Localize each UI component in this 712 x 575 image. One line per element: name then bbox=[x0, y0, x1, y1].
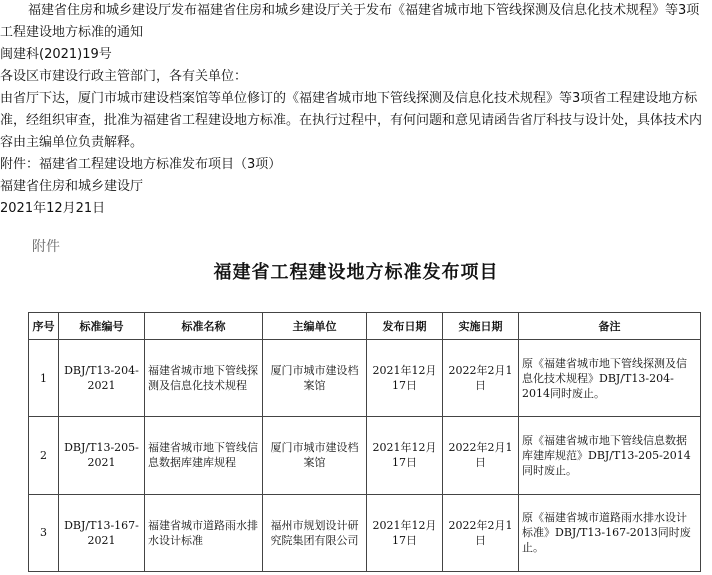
standards-table bbox=[28, 312, 701, 572]
cell-index: 3 bbox=[29, 494, 59, 571]
header-publish-date: 发布日期 bbox=[367, 313, 443, 340]
cell-remarks: 原《福建省城市地下管线信息数据库建库规范》DBJ/T13-205-2014同时废止。 bbox=[519, 417, 701, 494]
header-effective-date: 实施日期 bbox=[443, 313, 519, 340]
attachment-line: 附件：福建省工程建设地方标准发布项目（3项） bbox=[0, 157, 282, 172]
doc-number: 闽建科(2021)19号 bbox=[0, 47, 112, 62]
cell-name: 福建省城市地下管线信息数据库建库规程 bbox=[145, 417, 263, 494]
notice-text bbox=[0, 0, 712, 220]
cell-code: DBJ/T13-205-2021 bbox=[59, 417, 145, 494]
cell-effective-date: 2022年2月1日 bbox=[443, 494, 519, 571]
cell-code: DBJ/T13-204-2021 bbox=[59, 340, 145, 417]
attachment-label: 附件 bbox=[32, 239, 60, 255]
table-row bbox=[29, 340, 701, 417]
cell-name: 福建省城市地下管线探测及信息化技术规程 bbox=[145, 340, 263, 417]
cell-publish-date: 2021年12月17日 bbox=[367, 417, 443, 494]
cell-effective-date: 2022年2月1日 bbox=[443, 417, 519, 494]
table-header-row bbox=[29, 313, 701, 340]
cell-editor: 厦门市城市建设档案馆 bbox=[263, 417, 367, 494]
notice-body: 由省厅下达，厦门市城市建设档案馆等单位修订的《福建省城市地下管线探测及信息化技术规程》等3项省工程建设地方标准，经组织审查，批准为福建省工程建设地方标准。在执行过程中，有何问题和意见请函告省厅科技与设计处，具体技术内容由主编单位负责解释。 bbox=[0, 91, 703, 150]
cell-index: 1 bbox=[29, 340, 59, 417]
cell-publish-date: 2021年12月17日 bbox=[367, 494, 443, 571]
cell-remarks: 原《福建省城市道路雨水排水设计标准》DBJ/T13-167-2013同时废止。 bbox=[519, 494, 701, 571]
header-remarks: 备注 bbox=[519, 313, 701, 340]
header-index: 序号 bbox=[29, 313, 59, 340]
attachment-title: 福建省工程建设地方标准发布项目 bbox=[213, 262, 499, 283]
cell-effective-date: 2022年2月1日 bbox=[443, 340, 519, 417]
salutation: 各设区市建设行政主管部门，各有关单位： bbox=[0, 69, 248, 84]
header-name: 标准名称 bbox=[145, 313, 263, 340]
cell-code: DBJ/T13-167-2021 bbox=[59, 494, 145, 571]
header-code: 标准编号 bbox=[59, 313, 145, 340]
issuer: 福建省住房和城乡建设厅 bbox=[0, 179, 144, 194]
cell-remarks: 原《福建省城市地下管线探测及信息化技术规程》DBJ/T13-204-2014同时废止。 bbox=[519, 340, 701, 417]
issue-date: 2021年12月21日 bbox=[0, 201, 106, 216]
header-editor: 主编单位 bbox=[263, 313, 367, 340]
table-row bbox=[29, 494, 701, 571]
cell-editor: 厦门市城市建设档案馆 bbox=[263, 340, 367, 417]
cell-index: 2 bbox=[29, 417, 59, 494]
cell-publish-date: 2021年12月17日 bbox=[367, 340, 443, 417]
cell-editor: 福州市规划设计研究院集团有限公司 bbox=[263, 494, 367, 571]
notice-title: 福建省住房和城乡建设厅发布福建省住房和城乡建设厅关于发布《福建省城市地下管线探测及信息化技术规程》等3项工程建设地方标准的通知 bbox=[0, 3, 700, 40]
cell-name: 福建省城市道路雨水排水设计标准 bbox=[145, 494, 263, 571]
table-row bbox=[29, 417, 701, 494]
